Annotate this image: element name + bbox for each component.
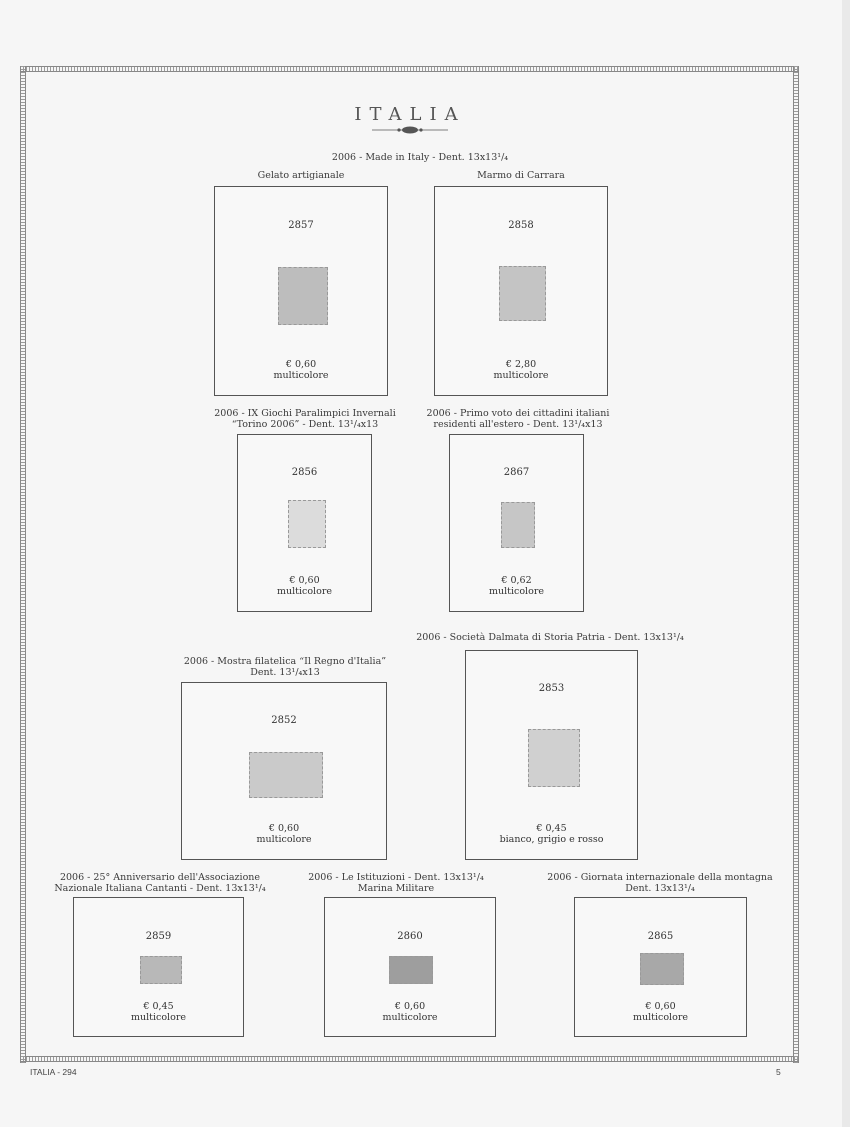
face-value: € 0,45 xyxy=(536,823,567,834)
issue-heading: Nazionale Italiana Cantanti - Dent. 13x13¹/₄ xyxy=(54,883,266,894)
face-value: € 0,60 xyxy=(285,359,317,370)
issue-heading: Dent. 13x13¹/₄ xyxy=(625,883,695,894)
catalog-number: 2853 xyxy=(538,683,565,694)
title-ornament xyxy=(372,125,448,135)
stamp-color: multicolore xyxy=(493,370,549,381)
stamp-box xyxy=(237,434,372,612)
stamp-title: Gelato artigianale xyxy=(257,170,345,181)
page-edge xyxy=(842,0,850,1127)
stamp-box xyxy=(181,682,387,860)
face-value: € 0,60 xyxy=(645,1001,676,1012)
face-value: € 2,80 xyxy=(505,359,537,370)
catalog-number: 2856 xyxy=(291,467,318,478)
stamp-box xyxy=(324,897,496,1037)
catalog-number: 2860 xyxy=(397,931,423,942)
face-value: € 0,60 xyxy=(394,1001,426,1012)
issue-heading: 2006 - Le Istituzioni - Dent. 13x13¹/₄ xyxy=(308,872,484,883)
issue-heading: 2006 - IX Giochi Paralimpici Invernali xyxy=(214,408,396,419)
catalog-number: 2867 xyxy=(503,467,530,478)
stamp-color: multicolore xyxy=(273,370,329,381)
catalog-number: 2852 xyxy=(271,715,297,726)
stamp-box xyxy=(73,897,244,1037)
catalog-number: 2859 xyxy=(145,931,172,942)
stamp-color: multicolore xyxy=(256,834,312,845)
left-border xyxy=(20,66,26,1063)
issue-heading: 2006 - 25° Anniversario dell'Associazione xyxy=(59,872,261,883)
issue-heading: 2006 - Mostra filatelica “Il Regno d'Italia” xyxy=(183,656,387,667)
issue-heading: “Torino 2006” - Dent. 13¹/₄x13 xyxy=(231,419,379,430)
stamp-box xyxy=(574,897,747,1037)
face-value: € 0,62 xyxy=(501,575,532,586)
top-border xyxy=(20,66,799,72)
face-value: € 0,60 xyxy=(289,575,320,586)
stamp-image xyxy=(528,729,580,787)
stamp-image xyxy=(278,267,328,325)
stamp-box xyxy=(434,186,608,396)
face-value: € 0,45 xyxy=(143,1001,174,1012)
catalog-number: 2858 xyxy=(508,220,534,231)
stamp-box xyxy=(465,650,638,860)
stamp-image xyxy=(140,956,182,984)
stamp-color: multicolore xyxy=(489,586,544,597)
stamp-box xyxy=(449,434,584,612)
stamp-image xyxy=(288,500,326,548)
bottom-border xyxy=(20,1056,799,1062)
stamp-title: Marmo di Carrara xyxy=(477,170,565,181)
catalog-number: 2857 xyxy=(288,220,314,231)
issue-heading: 2006 - Primo voto dei cittadini italiani xyxy=(426,408,610,419)
right-border xyxy=(793,66,799,1063)
stamp-color: multicolore xyxy=(633,1012,688,1023)
issue-heading: 2006 - Società Dalmata di Storia Patria - Dent. 13x13¹/₄ xyxy=(416,632,684,643)
stamp-image xyxy=(249,752,323,798)
stamp-image xyxy=(501,502,535,548)
footer-page-number: 5 xyxy=(776,1067,781,1077)
issue-heading: Marina Militare xyxy=(357,883,435,894)
stamp-image xyxy=(640,953,684,985)
catalog-number: 2865 xyxy=(647,931,674,942)
stamp-box xyxy=(214,186,388,396)
stamp-image xyxy=(499,266,546,321)
page-title: ITALIA xyxy=(354,104,466,125)
issue-heading: 2006 - Giornata internazionale della montagna xyxy=(547,872,773,883)
stamp-color: multicolore xyxy=(131,1012,186,1023)
footer-left: ITALIA - 294 xyxy=(30,1067,77,1077)
issue-heading: Dent. 13¹/₄x13 xyxy=(250,667,320,678)
stamp-color: multicolore xyxy=(382,1012,438,1023)
issue-heading: 2006 - Made in Italy - Dent. 13x13¹/₄ xyxy=(331,152,509,163)
stamp-image xyxy=(389,956,433,984)
face-value: € 0,60 xyxy=(268,823,300,834)
issue-heading: residenti all'estero - Dent. 13¹/₄x13 xyxy=(433,419,603,430)
stamp-color: multicolore xyxy=(277,586,332,597)
stamp-color: bianco, grigio e rosso xyxy=(499,834,604,845)
